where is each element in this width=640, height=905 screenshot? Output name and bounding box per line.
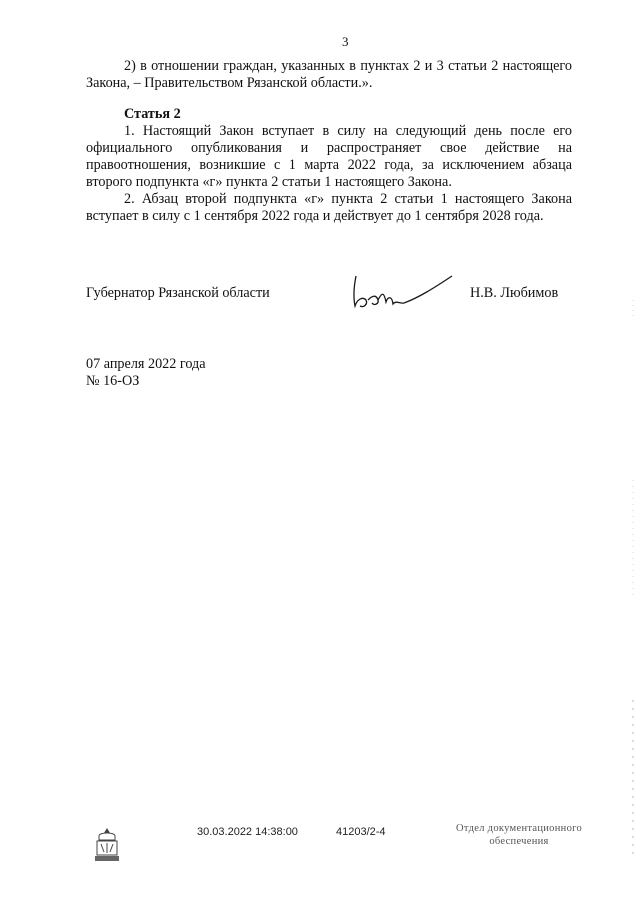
handwritten-signature: [348, 270, 458, 320]
article-item: 1. Настоящий Закон вступает в силу на следующий день после его официального опубликования и распространяет свое действие на правоотношения, возникшие с 1 марта 2022 года, за исключением абзаца второго подпункта «г» пункта 2 статьи 1 настоящего Закона.: [86, 123, 572, 190]
department-line: Отдел документационного: [455, 823, 583, 834]
paragraph: 2) в отношении граждан, указанных в пунктах 2 и 3 статьи 2 настоящего Закона, – Правительством Рязанской области.».: [86, 58, 572, 91]
signer-title: Губернатор Рязанской области: [86, 285, 270, 301]
registration-code: 41203/2-4: [336, 826, 386, 838]
department-stamp: [444, 822, 594, 848]
law-date-number: [86, 356, 206, 390]
signer-name: Н.В. Любимов: [470, 285, 559, 301]
law-date: 07 апреля 2022 года: [86, 356, 206, 372]
department-line: обеспечения: [489, 836, 549, 847]
document-body: [86, 58, 572, 225]
coat-of-arms-icon: [92, 826, 122, 864]
article-heading: Статья 2: [124, 106, 181, 122]
law-number: № 16-ОЗ: [86, 373, 140, 389]
page-number: 3: [342, 34, 349, 49]
registration-timestamp: 30.03.2022 14:38:00: [197, 826, 298, 838]
scan-edge-marks: [630, 300, 636, 860]
article-item: 2. Абзац второй подпункта «г» пункта 2 статьи 1 настоящего Закона вступает в силу с 1 сентября 2022 года и действует до 1 сентября 2028 года.: [86, 191, 572, 224]
